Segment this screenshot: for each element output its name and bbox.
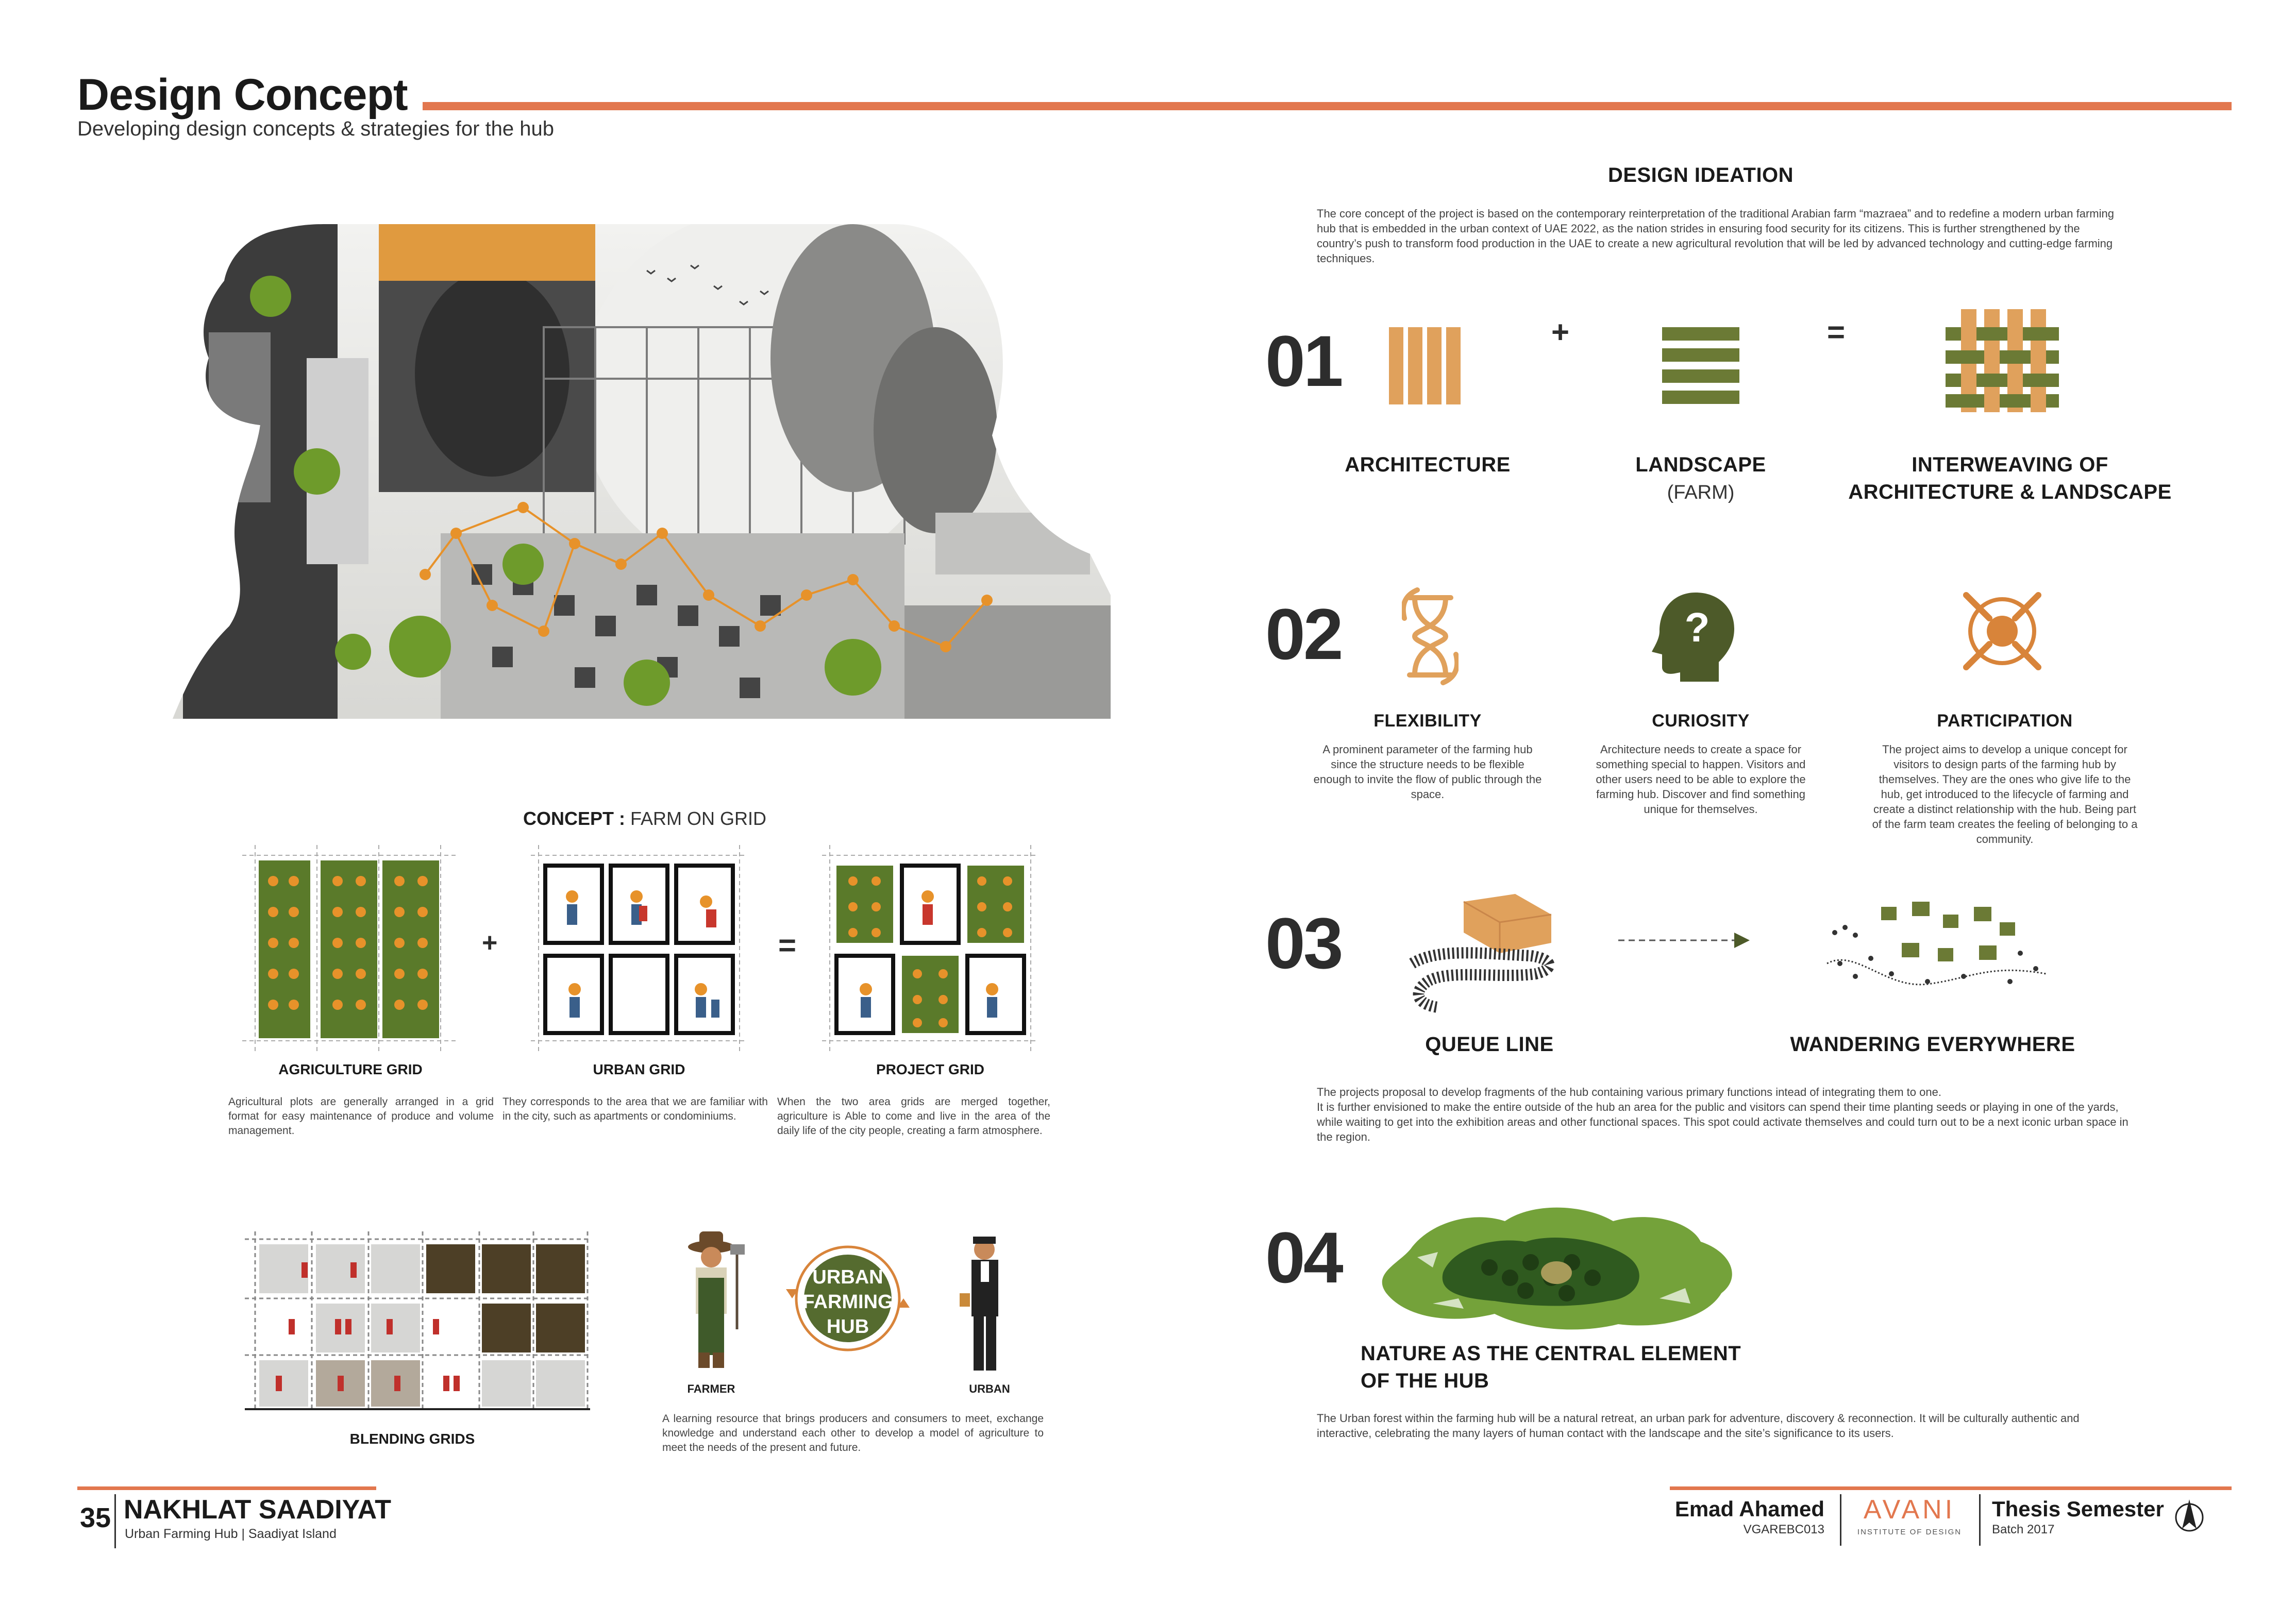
footer-left-rule	[77, 1486, 376, 1490]
project-grid-diagram	[822, 845, 1038, 1051]
plus-sign: +	[1551, 315, 1570, 349]
project-subtitle: Urban Farming Hub | Saadiyat Island	[125, 1527, 337, 1541]
design-ideation-heading: DESIGN IDEATION	[1607, 164, 1794, 187]
concept-label: CONCEPT :	[523, 808, 625, 829]
urban-grid-diagram	[531, 845, 747, 1051]
urban-grid-title: URBAN GRID	[593, 1061, 685, 1077]
concept04-title-line2: OF THE HUB	[1361, 1370, 1489, 1392]
footer-divider-2	[1979, 1494, 1981, 1546]
dashed-arrow	[1618, 927, 1752, 953]
concept-number-03: 03	[1265, 903, 1342, 984]
interweaving-label-line1: INTERWEAVING OF	[1912, 453, 2108, 476]
batch-label: Batch 2017	[1992, 1523, 2055, 1536]
architecture-label: ARCHITECTURE	[1345, 453, 1511, 476]
farmer-label: FARMER	[687, 1382, 735, 1395]
landscape-label: LANDSCAPE	[1635, 453, 1766, 476]
equals-sign: =	[1827, 315, 1846, 349]
hub-text: A learning resource that brings producers and consumers to meet, exchange knowledge and understand each other to develop a model of agriculture to meet the needs of the present and future.	[662, 1413, 1044, 1453]
curiosity-text: Architecture needs to create a space for something special to happen. Visitors and other users need to be able to explore the farming hub. Discover and find something unique for themselves.	[1596, 743, 1806, 816]
svg-text:?: ?	[1684, 604, 1710, 650]
page-number: 35	[80, 1502, 111, 1533]
concept-value: FARM ON GRID	[630, 808, 767, 829]
agriculture-grid-text: Agricultural plots are generally arranged in a grid format for easy maintenance of produce and volume management.	[228, 1096, 494, 1137]
design-ideation-intro: The core concept of the project is based on the contemporary reinterpretation of the traditional Arabian farm “mazraea” and to redefine a modern urban farming hub that is embedded in the urban context of UAE 2022, as the nation strides in ensuring food security for its citizens. This is further strengthened by the country’s push to transform food production in the UAE to create a new agricultural revolution that will be led by advanced technology and cutting-edge farming techniques.	[1317, 207, 2114, 265]
hub-circle-line1: URBAN	[812, 1266, 883, 1288]
north-arrow-icon	[2174, 1497, 2205, 1535]
hub-circle-label	[796, 1265, 899, 1339]
interweaving-icon	[1946, 309, 2059, 412]
wandering-everywhere-label: WANDERING EVERYWHERE	[1790, 1033, 2075, 1056]
page-subtitle: Developing design concepts & strategies for the hub	[77, 117, 555, 140]
concept-collage-image	[131, 204, 1136, 786]
farmer-figure	[688, 1231, 745, 1368]
participation-text: The project aims to develop a unique concept for visitors to design parts of the farming hub by themselves. They are the ones who give life to the hub, get introduced to the lifecycle of farming and create a distinct relationship with the hub. Being part of the farm team creates the feeling of belonging to a community.	[1872, 743, 2138, 846]
urban-figure	[960, 1237, 998, 1371]
concept04-title-line1: NATURE AS THE CENTRAL ELEMENT	[1361, 1342, 1741, 1365]
agriculture-grid-diagram	[242, 845, 459, 1051]
concept-number-02: 02	[1265, 594, 1342, 674]
page-title: Design Concept	[77, 70, 408, 120]
architecture-timber-icon	[1386, 325, 1469, 407]
concept-number-01: 01	[1265, 320, 1342, 401]
interweaving-label-line2: ARCHITECTURE & LANDSCAPE	[1848, 481, 2172, 503]
hub-circle-line3: HUB	[826, 1316, 869, 1338]
participation-hands-icon	[1958, 587, 2046, 675]
urban-forest-illustration	[1371, 1201, 1742, 1334]
project-name: NAKHLAT SAADIYAT	[124, 1495, 392, 1525]
wandering-everywhere-illustration	[1824, 886, 2051, 1000]
landscape-sub-label: (FARM)	[1667, 482, 1735, 503]
concept04-text: The Urban forest within the farming hub will be a natural retreat, an urban park for adventure, discovery & reconnection. It will be culturally authentic and interactive, celebrating the many layers of human contact with the landscape and the site’s significance to its users.	[1317, 1412, 2080, 1440]
school-logo-text: AVANI	[1863, 1495, 1956, 1525]
project-grid-text: When the two area grids are merged together, agriculture is Able to come and live in the area of the daily life of the city people, creating a farm atmosphere.	[777, 1096, 1050, 1137]
semester-label: Thesis Semester	[1992, 1497, 2164, 1521]
header-rule	[423, 102, 2232, 110]
footer-divider-1	[1840, 1494, 1841, 1546]
author-id: VGAREBC013	[1743, 1523, 1824, 1536]
participation-title: PARTICIPATION	[1937, 711, 2073, 731]
agriculture-grid-title: AGRICULTURE GRID	[278, 1061, 423, 1077]
hourglass-icon	[1402, 587, 1459, 685]
concept03-text-line2: It is further envisioned to make the entire outside of the hub an area for the public and visitors can spend their time planting seeds or playing in one of the yards, while waiting to get into the exhibition areas and other functional spaces. This spot could activate themselves and could turn out to be a next iconic urban space in the region.	[1317, 1101, 2129, 1143]
flexibility-title: FLEXIBILITY	[1373, 711, 1482, 731]
footer-right-rule	[1670, 1486, 2232, 1490]
flexibility-text: A prominent parameter of the farming hub since the structure needs to be flexible enough to invite the flow of public through the space.	[1313, 743, 1542, 801]
grid-plus-sign: +	[482, 928, 498, 958]
landscape-farm-icon	[1662, 327, 1739, 404]
curiosity-head-icon	[1652, 590, 1739, 683]
farm-on-grid-heading	[523, 808, 766, 830]
curiosity-title: CURIOSITY	[1652, 711, 1750, 731]
urban-label: URBAN	[969, 1382, 1010, 1395]
queue-line-label: QUEUE LINE	[1425, 1033, 1554, 1056]
hub-circle-line2: FARMING	[802, 1291, 893, 1313]
blending-grids-diagram	[240, 1231, 595, 1417]
queue-line-illustration	[1407, 891, 1562, 1015]
footer-divider-left	[114, 1494, 116, 1548]
project-grid-title: PROJECT GRID	[876, 1061, 985, 1077]
urban-grid-text: They corresponds to the area that we are familiar with in the city, such as apartments or condominiums.	[502, 1096, 768, 1122]
concept-number-04: 04	[1265, 1217, 1342, 1298]
concept03-text-line1: The projects proposal to develop fragments of the hub containing various primary functions intead of integrating them to one.	[1317, 1086, 1941, 1098]
grid-equals-sign: =	[778, 928, 797, 962]
author-name: Emad Ahamed	[1674, 1497, 1824, 1521]
school-logo-subtitle: INSTITUTE OF DESIGN	[1857, 1528, 1962, 1536]
blending-grids-title: BLENDING GRIDS	[349, 1431, 475, 1447]
